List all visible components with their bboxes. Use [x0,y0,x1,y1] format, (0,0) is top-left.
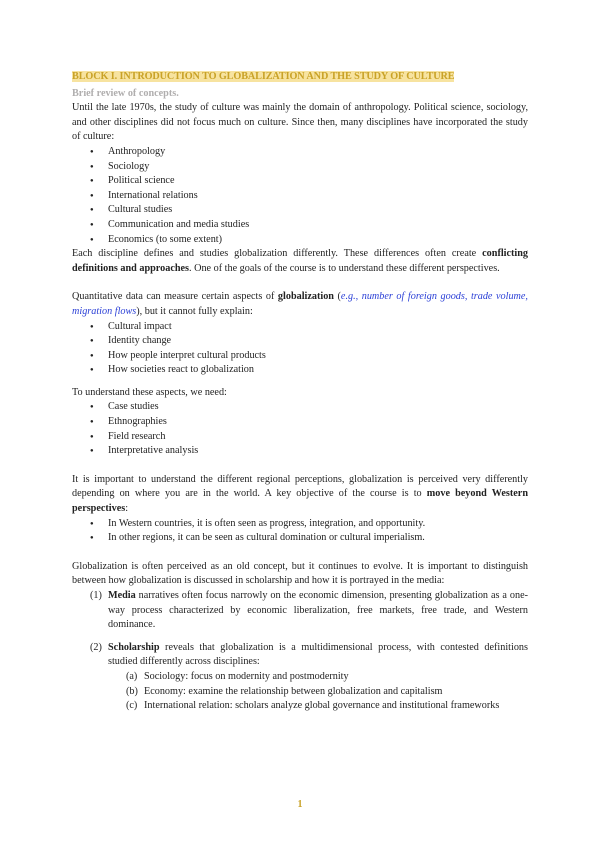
list-item: ● Field research [72,430,528,445]
list-item: ● Cultural impact [72,320,528,335]
list-item: ● Political science [72,174,528,189]
media-item: (1) Media narratives often focus narrowly on the economic dimension, presenting globalization as a one-way process characterized by economic liberalization, free markets, free trade, and Western dominance. [90,590,528,631]
scholarship-item: (2) Scholarship reveals that globalization is a multidimensional process, with contested definitions studied differently across disciplines: (a) Sociology: focus on modernity and postmodernity (b) Economy: examine the relationship between globalization and capitalism (c) International relation: scholars analyze global governance and institutional frameworks [72,641,528,714]
intro-paragraph: Until the late 1970s, the study of culture was mainly the domain of anthropology. Political science, sociology, and other disciplines did not focus much on culture. Since then, many disciplines have incorporated the study of culture: [72,102,528,143]
list-item: ● International relations [72,189,528,204]
methods-list [72,400,528,458]
list-item: ● In Western countries, it is often seen as progress, integration, and opportunity. [72,517,528,532]
subheading: Brief review of concepts. [72,87,179,99]
evolve-paragraph: Globalization is often perceived as an old concept, but it continues to evolve. It is important to distinguish between how globalization is discussed in scholarship and how it is portrayed in the media: [72,560,528,587]
page-number: 1 [297,799,303,810]
list-item: ● How societies react to globalization [72,363,528,378]
list-item: ● Anthropology [72,145,528,160]
list-item: ● Ethnographies [72,415,528,430]
sub-item: (c) International relation: scholars analyze global governance and institutional frameworks [126,700,500,712]
sub-item: (a) Sociology: focus on modernity and postmodernity [126,670,349,682]
list-item: ● In other regions, it can be seen as cultural domination or cultural imperialism. [72,531,528,546]
regional-list [72,517,528,546]
sub-list [108,670,528,714]
quantitative-paragraph: Quantitative data can measure certain aspects of globalization (e.g., number of foreign goods, trade volume, migration flows), but it cannot fully explain: [72,291,528,317]
list-item: ● Sociology [72,160,528,175]
list-item: ● Interpretative analysis [72,444,528,459]
list-item: ● Economics (to some extent) [72,233,528,248]
need-intro: To understand these aspects, we need: [72,386,227,398]
list-item: ● Communication and media studies [72,218,528,233]
list-item: ● Identity change [72,334,528,349]
disciplines-list [72,145,528,247]
regional-paragraph: It is important to understand the different regional perceptions, globalization is perceived very differently depending on where you are in the world. A key objective of the course is to move beyond Western perspectives: [72,473,528,515]
numbered-list [72,589,528,714]
cannot-explain-list [72,320,528,378]
list-item: ● Case studies [72,400,528,415]
discipline-paragraph: Each discipline defines and studies globalization differently. These differences often create conflicting definitions and approaches. One of the goals of the course is to understand these different perspectives. [72,248,528,274]
block-title: BLOCK I. INTRODUCTION TO GLOBALIZATION AND THE STUDY OF CULTURE [72,71,455,82]
document-page [72,70,528,714]
list-item: ● Cultural studies [72,203,528,218]
list-item: ● How people interpret cultural products [72,349,528,364]
sub-item: (b) Economy: examine the relationship between globalization and capitalism [126,685,443,697]
